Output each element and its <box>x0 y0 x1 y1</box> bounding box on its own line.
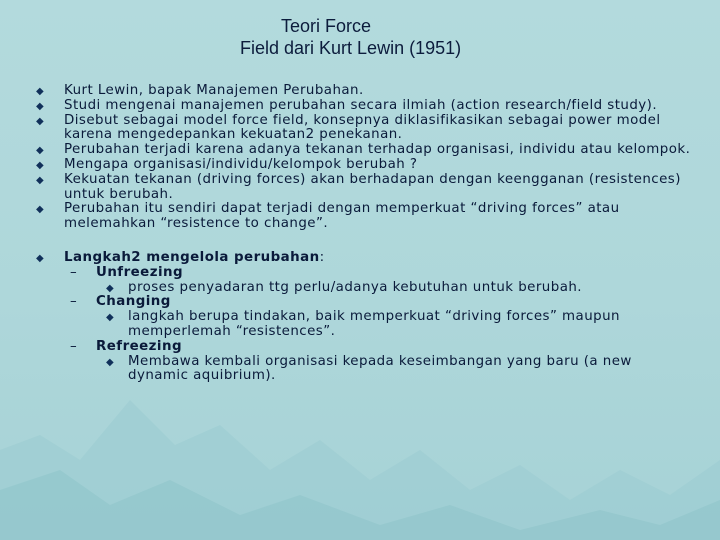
step-detail: ◆ Membawa kembali organisasi kepada keseimbangan yang baru (a new dynamic aquibrium). <box>106 353 632 384</box>
list-item: ◆ Mengapa organisasi/individu/kelompok berubah ? <box>36 156 418 172</box>
step-refreezing <box>64 340 696 355</box>
list-item: ◆ Disebut sebagai model force field, konsepnya diklasifikasikan sebagai power model karena mengedepankan kekuatan2 penekanan. <box>36 112 661 143</box>
bullet-list <box>36 84 696 384</box>
diamond-bullet-icon: ◆ <box>106 282 115 294</box>
diamond-bullet-icon: ◆ <box>36 174 45 186</box>
dash-marker: – <box>70 294 78 310</box>
diamond-bullet-icon: ◆ <box>106 312 115 324</box>
list-item: ◆ Perubahan itu sendiri dapat terjadi dengan memperkuat “driving forces” atau melemahkan “resistence to change”. <box>36 201 620 232</box>
diamond-bullet-icon: ◆ <box>36 159 45 171</box>
dash-marker: – <box>70 264 78 280</box>
title-line-2: Field dari Kurt Lewin (1951) <box>240 38 462 58</box>
diamond-bullet-icon: ◆ <box>106 356 115 368</box>
list-item: ◆ Kekuatan tekanan (driving forces) akan berhadapan dengan keengganan (resistences) untuk berubah. <box>36 171 681 202</box>
list-item: ◆ Kurt Lewin, bapak Manajemen Perubahan. <box>36 83 364 98</box>
step-label: Changing <box>96 294 171 310</box>
step-label: Unfreezing <box>96 264 184 280</box>
step-changing <box>64 295 696 310</box>
step-unfreezing <box>64 266 696 281</box>
title-line-1: Teori Force <box>281 16 372 36</box>
step-label: Refreezing <box>96 338 182 354</box>
diamond-bullet-icon: ◆ <box>36 252 45 264</box>
diamond-bullet-icon: ◆ <box>36 86 45 97</box>
step-detail: ◆ langkah berupa tindakan, baik memperkuat “driving forces” maupun memperlemah “resistences”. <box>106 309 620 339</box>
diamond-bullet-icon: ◆ <box>36 115 45 127</box>
diamond-bullet-icon: ◆ <box>36 145 45 157</box>
diamond-bullet-icon: ◆ <box>36 100 45 112</box>
dash-marker: – <box>70 338 78 354</box>
step-detail: ◆ proses penyadaran ttg perlu/adanya kebutuhan untuk berubah. <box>106 279 582 295</box>
steps-section <box>36 251 696 384</box>
list-item: ◆ Perubahan terjadi karena adanya tekanan terhadap organisasi, individu atau kelompok. <box>36 142 691 158</box>
diamond-bullet-icon: ◆ <box>36 204 45 216</box>
steps-heading: Langkah2 mengelola perubahan: <box>64 249 325 265</box>
list-item: ◆ Studi mengenai manajemen perubahan secara ilmiah (action research/field study). <box>36 97 658 113</box>
